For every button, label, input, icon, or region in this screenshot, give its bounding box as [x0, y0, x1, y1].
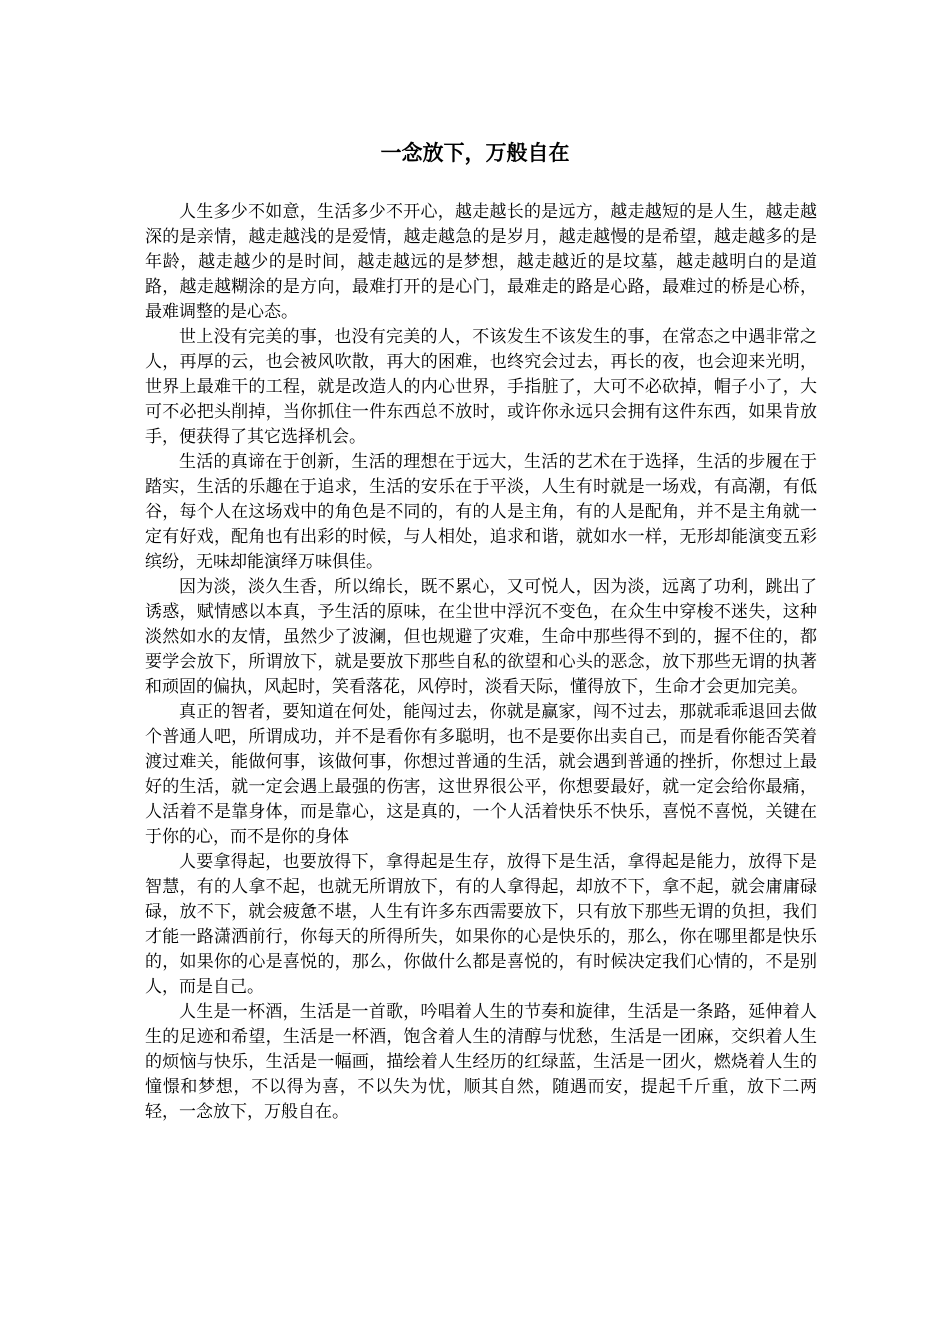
paragraph: 真正的智者，要知道在何处，能闯过去，你就是赢家，闯不过去，那就乖乖退回去做个普通人吧，所谓成功，并不是看你有多聪明，也不是要你出卖自己，而是看你能否笑着渡过难关，能做何事，该做何事，你想过普通的生活，就会遇到普通的挫折，你想过上最好的生活，就一定会遇上最强的伤害，这世界很公平，你想要最好，就一定会给你最痛，人活着不是靠身体，而是靠心，这是真的，一个人活着快乐不快乐，喜悦不喜悦，关键在于你的心，而不是你的身体: [145, 702, 817, 847]
document-body: [145, 200, 817, 1125]
paragraph: 人生是一杯酒，生活是一首歌，吟唱着人生的节奏和旋律，生活是一条路，延伸着人生的足迹和希望，生活是一杯酒，饱含着人生的清醇与忧愁，生活是一团麻，交织着人生的烦恼与快乐，生活是一幅画，描绘着人生经历的红绿蓝，生活是一团火，燃烧着人生的憧憬和梦想，不以得为喜，不以失为忧，顺其自然，随遇而安，提起千斤重，放下二两轻，一念放下，万般自在。: [145, 1002, 817, 1122]
paragraph: 人生多少不如意，生活多少不开心，越走越长的是远方，越走越短的是人生，越走越深的是亲情，越走越浅的是爱情，越走越急的是岁月，越走越慢的是希望，越走越多的是年龄，越走越少的是时间，越走越远的是梦想，越走越近的是坟墓，越走越明白的是道路，越走越糊涂的是方向，最难打开的是心门，最难走的路是心路，最难过的桥是心桥，最难调整的是心态。: [145, 202, 817, 322]
paragraph: 生活的真谛在于创新，生活的理想在于远大，生活的艺术在于选择，生活的步履在于踏实，生活的乐趣在于追求，生活的安乐在于平淡，人生有时就是一场戏，有高潮，有低谷，每个人在这场戏中的角色是不同的，有的人是主角，有的人是配角，并不是主角就一定有好戏，配角也有出彩的时候，与人相处，追求和谐，就如水一样，无形却能演变五彩缤纷，无味却能演绎万味俱佳。: [145, 452, 817, 572]
paragraph: 世上没有完美的事，也没有完美的人，不该发生不该发生的事，在常态之中遇非常之人，再厚的云，也会被风吹散，再大的困难，也终究会过去，再长的夜，也会迎来光明，世界上最难干的工程，就是改造人的内心世界，手指脏了，大可不必砍掉，帽子小了，大可不必把头削掉，当你抓住一件东西总不放时，或许你永远只会拥有这件东西，如果肯放手，便获得了其它选择机会。: [145, 327, 817, 447]
paragraph: 因为淡，淡久生香，所以绵长，既不累心，又可悦人，因为淡，远离了功利，跳出了诱惑，赋情感以本真，予生活的原味，在尘世中浮沉不变色，在众生中穿梭不迷失，这种淡然如水的友情，虽然少了波澜，但也规避了灾难，生命中那些得不到的，握不住的，都要学会放下，所谓放下，就是要放下那些自私的欲望和心头的恶念，放下那些无谓的执著和顽固的偏执，风起时，笑看落花，风停时，淡看天际，懂得放下，生命才会更加完美。: [145, 577, 817, 697]
paragraph: 人要拿得起，也要放得下，拿得起是生存，放得下是生活，拿得起是能力，放得下是智慧，有的人拿不起，也就无所谓放下，有的人拿得起，却放不下，拿不起，就会庸庸碌碌，放不下，就会疲惫不堪，人生有许多东西需要放下，只有放下那些无谓的负担，我们才能一路潇洒前行，你每天的所得所失，如果你的心是快乐的，那么，你在哪里都是快乐的，如果你的心是喜悦的，那么，你做什么都是喜悦的，有时候决定我们心情的，不是别人，而是自己。: [145, 852, 817, 997]
document-title: 一念放下，万般自在: [380, 141, 570, 165]
